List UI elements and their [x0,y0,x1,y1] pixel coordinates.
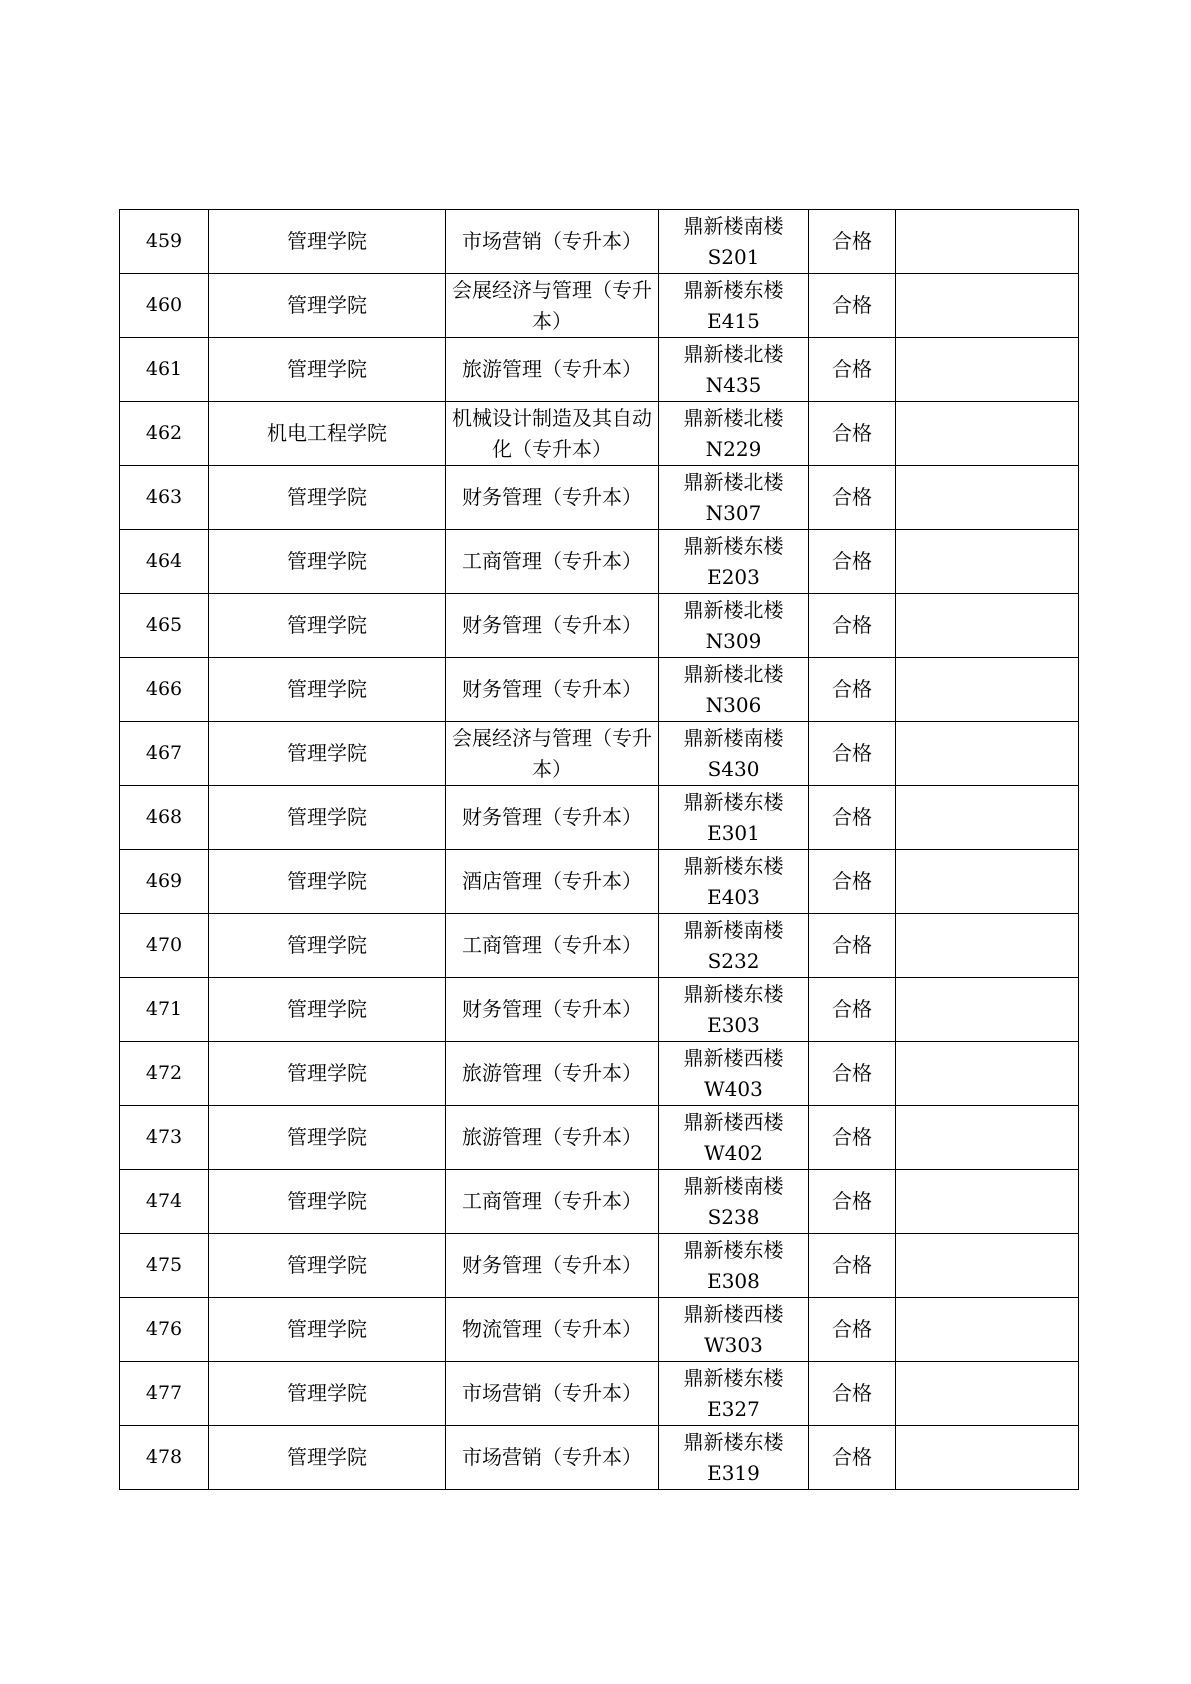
result-cell: 合格 [809,1362,896,1426]
major-cell: 机械设计制造及其自动化（专升本） [446,402,659,466]
room-cell: 鼎新楼南楼S201 [659,210,809,274]
college-cell: 管理学院 [209,338,446,402]
room-cell: 鼎新楼东楼E308 [659,1234,809,1298]
note-cell [896,786,1079,850]
room-cell: 鼎新楼西楼W402 [659,1106,809,1170]
result-cell: 合格 [809,1426,896,1490]
college-cell: 管理学院 [209,722,446,786]
result-cell: 合格 [809,1170,896,1234]
college-cell: 管理学院 [209,786,446,850]
major-cell: 财务管理（专升本） [446,466,659,530]
room-cell: 鼎新楼东楼E303 [659,978,809,1042]
row-number-cell: 466 [120,658,209,722]
table-row [120,1298,1079,1362]
major-cell: 财务管理（专升本） [446,786,659,850]
room-cell: 鼎新楼东楼E203 [659,530,809,594]
result-cell: 合格 [809,274,896,338]
room-cell: 鼎新楼北楼N309 [659,594,809,658]
college-cell: 管理学院 [209,530,446,594]
row-number-cell: 475 [120,1234,209,1298]
result-cell: 合格 [809,978,896,1042]
room-cell: 鼎新楼北楼N229 [659,402,809,466]
college-cell: 管理学院 [209,1234,446,1298]
table-row [120,338,1079,402]
note-cell [896,850,1079,914]
result-cell: 合格 [809,1234,896,1298]
major-cell: 物流管理（专升本） [446,1298,659,1362]
row-number-cell: 461 [120,338,209,402]
row-number-cell: 473 [120,1106,209,1170]
note-cell [896,1234,1079,1298]
result-cell: 合格 [809,722,896,786]
result-cell: 合格 [809,402,896,466]
result-cell: 合格 [809,338,896,402]
college-cell: 管理学院 [209,1298,446,1362]
row-number-cell: 474 [120,1170,209,1234]
college-cell: 管理学院 [209,274,446,338]
result-cell: 合格 [809,914,896,978]
college-cell: 管理学院 [209,594,446,658]
note-cell [896,466,1079,530]
table-row [120,1106,1079,1170]
room-cell: 鼎新楼北楼N306 [659,658,809,722]
college-cell: 管理学院 [209,850,446,914]
major-cell: 财务管理（专升本） [446,658,659,722]
major-cell: 酒店管理（专升本） [446,850,659,914]
college-cell: 管理学院 [209,914,446,978]
table-row [120,658,1079,722]
room-cell: 鼎新楼南楼S232 [659,914,809,978]
major-cell: 财务管理（专升本） [446,978,659,1042]
table-row [120,1426,1079,1490]
note-cell [896,1170,1079,1234]
result-cell: 合格 [809,1298,896,1362]
note-cell [896,1362,1079,1426]
room-cell: 鼎新楼西楼W403 [659,1042,809,1106]
note-cell [896,338,1079,402]
note-cell [896,530,1079,594]
major-cell: 会展经济与管理（专升本） [446,722,659,786]
major-cell: 市场营销（专升本） [446,1426,659,1490]
table-row [120,1170,1079,1234]
row-number-cell: 476 [120,1298,209,1362]
row-number-cell: 460 [120,274,209,338]
room-cell: 鼎新楼东楼E327 [659,1362,809,1426]
college-cell: 管理学院 [209,1106,446,1170]
note-cell [896,914,1079,978]
result-cell: 合格 [809,1106,896,1170]
row-number-cell: 459 [120,210,209,274]
row-number-cell: 465 [120,594,209,658]
table-row [120,1042,1079,1106]
major-cell: 市场营销（专升本） [446,210,659,274]
row-number-cell: 467 [120,722,209,786]
note-cell [896,402,1079,466]
room-cell: 鼎新楼东楼E319 [659,1426,809,1490]
room-cell: 鼎新楼南楼S238 [659,1170,809,1234]
row-number-cell: 464 [120,530,209,594]
major-cell: 会展经济与管理（专升本） [446,274,659,338]
note-cell [896,1426,1079,1490]
college-cell: 机电工程学院 [209,402,446,466]
note-cell [896,594,1079,658]
room-cell: 鼎新楼北楼N307 [659,466,809,530]
table-row [120,274,1079,338]
row-number-cell: 462 [120,402,209,466]
room-cell: 鼎新楼东楼E403 [659,850,809,914]
college-cell: 管理学院 [209,1042,446,1106]
college-cell: 管理学院 [209,466,446,530]
note-cell [896,1298,1079,1362]
room-cell: 鼎新楼南楼S430 [659,722,809,786]
major-cell: 工商管理（专升本） [446,1170,659,1234]
major-cell: 市场营销（专升本） [446,1362,659,1426]
result-cell: 合格 [809,1042,896,1106]
major-cell: 旅游管理（专升本） [446,338,659,402]
note-cell [896,978,1079,1042]
result-cell: 合格 [809,658,896,722]
row-number-cell: 468 [120,786,209,850]
note-cell [896,1042,1079,1106]
table-row [120,786,1079,850]
result-cell: 合格 [809,466,896,530]
college-cell: 管理学院 [209,210,446,274]
major-cell: 旅游管理（专升本） [446,1042,659,1106]
row-number-cell: 469 [120,850,209,914]
college-cell: 管理学院 [209,658,446,722]
record-table [119,209,1079,1490]
result-cell: 合格 [809,594,896,658]
college-cell: 管理学院 [209,1362,446,1426]
row-number-cell: 478 [120,1426,209,1490]
college-cell: 管理学院 [209,1426,446,1490]
result-cell: 合格 [809,210,896,274]
table-row [120,978,1079,1042]
note-cell [896,658,1079,722]
college-cell: 管理学院 [209,978,446,1042]
room-cell: 鼎新楼东楼E301 [659,786,809,850]
row-number-cell: 471 [120,978,209,1042]
room-cell: 鼎新楼北楼N435 [659,338,809,402]
room-cell: 鼎新楼东楼E415 [659,274,809,338]
result-cell: 合格 [809,850,896,914]
major-cell: 财务管理（专升本） [446,594,659,658]
note-cell [896,274,1079,338]
table-row [120,914,1079,978]
major-cell: 财务管理（专升本） [446,1234,659,1298]
table-row [120,530,1079,594]
major-cell: 工商管理（专升本） [446,914,659,978]
table-row [120,1362,1079,1426]
room-cell: 鼎新楼西楼W303 [659,1298,809,1362]
major-cell: 旅游管理（专升本） [446,1106,659,1170]
row-number-cell: 472 [120,1042,209,1106]
row-number-cell: 477 [120,1362,209,1426]
table-row [120,594,1079,658]
note-cell [896,722,1079,786]
result-cell: 合格 [809,786,896,850]
table-row [120,402,1079,466]
table-row [120,210,1079,274]
note-cell [896,1106,1079,1170]
major-cell: 工商管理（专升本） [446,530,659,594]
row-number-cell: 470 [120,914,209,978]
table-row [120,1234,1079,1298]
table-row [120,722,1079,786]
note-cell [896,210,1079,274]
table-row [120,466,1079,530]
record-table-body [120,210,1079,1490]
result-cell: 合格 [809,530,896,594]
row-number-cell: 463 [120,466,209,530]
table-row [120,850,1079,914]
college-cell: 管理学院 [209,1170,446,1234]
